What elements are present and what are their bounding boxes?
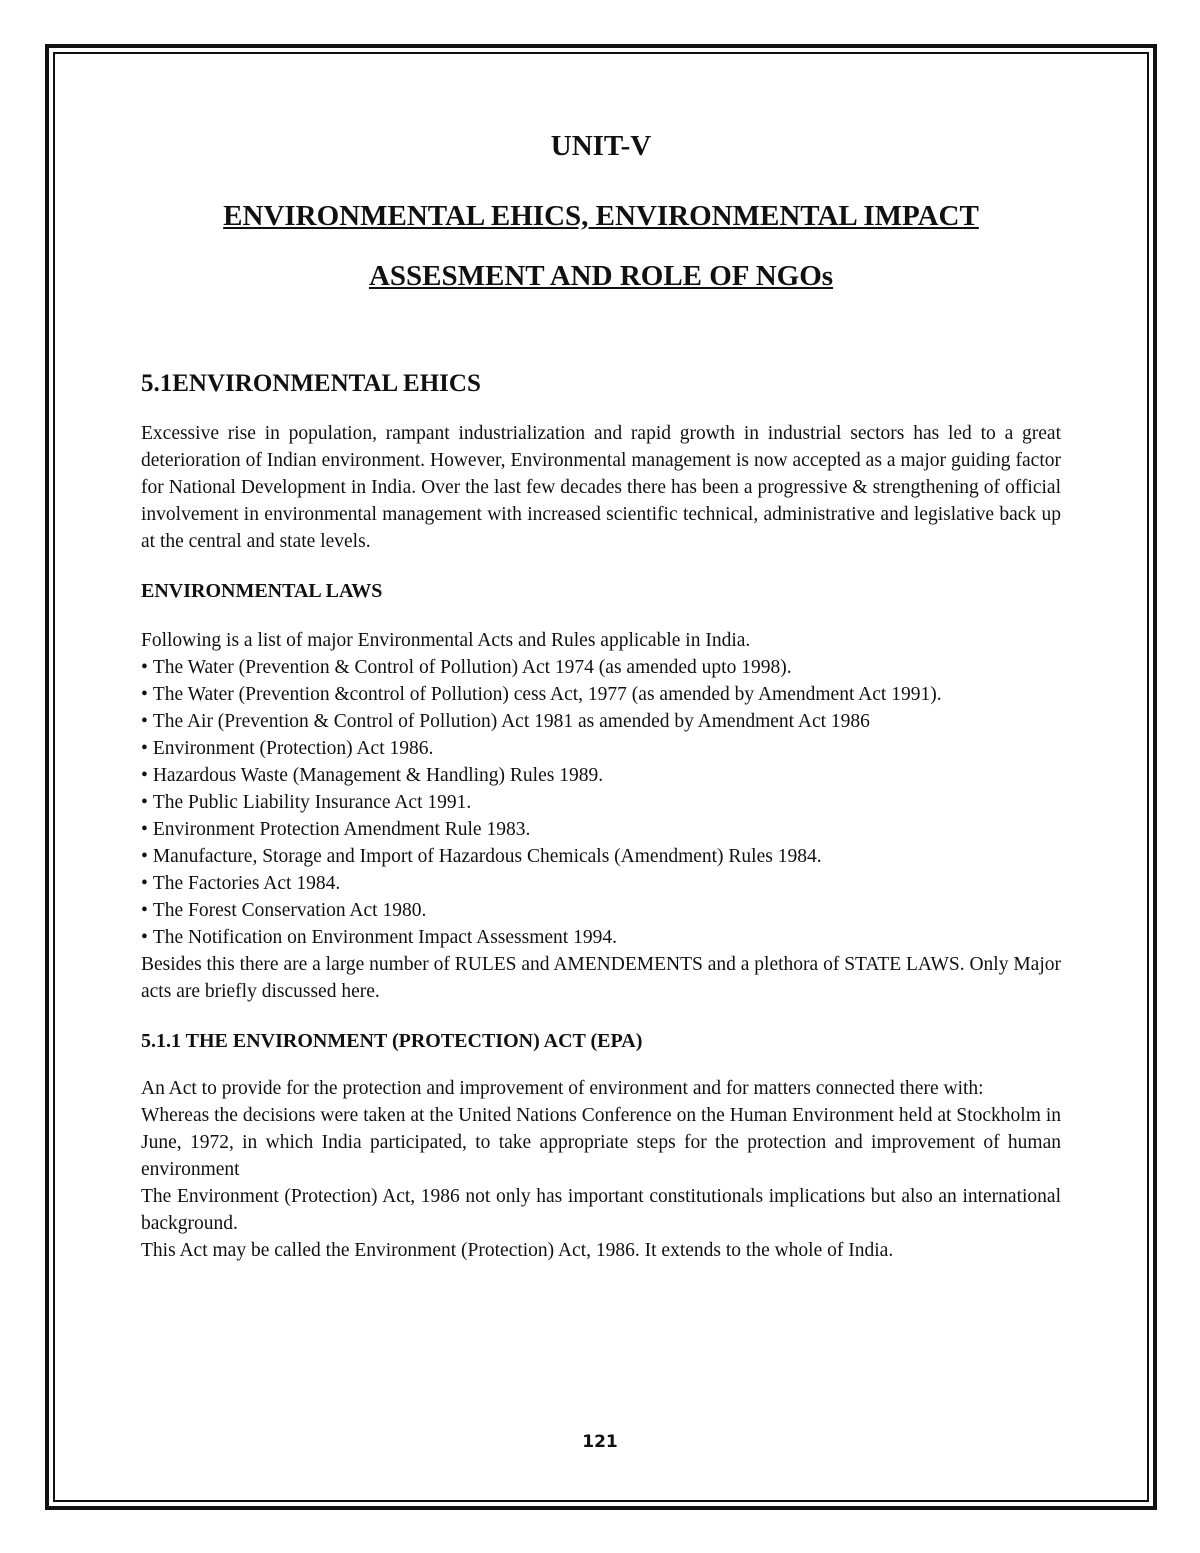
list-item (141, 924, 1061, 951)
list-item (141, 897, 1061, 924)
laws-list (141, 654, 1061, 951)
epa-paragraph: This Act may be called the Environment (Protection) Act, 1986. It extends to the whole of India. (141, 1240, 894, 1261)
law-text: The Notification on Environment Impact Assessment 1994. (152, 927, 617, 948)
list-item (141, 654, 1061, 681)
list-item (141, 816, 1061, 843)
bullet-icon: • (141, 819, 148, 840)
list-item (141, 735, 1061, 762)
epa-body (141, 1075, 1061, 1264)
bullet-icon: • (141, 738, 148, 759)
law-text: Manufacture, Storage and Import of Hazardous Chemicals (Amendment) Rules 1984. (152, 846, 822, 867)
law-text: Environment Protection Amendment Rule 1983. (152, 819, 531, 840)
laws-heading: ENVIRONMENTAL LAWS (141, 580, 383, 602)
bullet-icon: • (141, 711, 148, 732)
law-text: Environment (Protection) Act 1986. (152, 738, 434, 759)
bullet-icon: • (141, 846, 148, 867)
law-text: The Public Liability Insurance Act 1991. (152, 792, 472, 813)
laws-intro: Following is a list of major Environmental Acts and Rules applicable in India. (141, 630, 751, 651)
bullet-icon: • (141, 684, 148, 705)
main-title-line-2: ASSESMENT AND ROLE OF NGOs (368, 260, 834, 292)
section-heading: 5.1ENVIRONMENTAL EHICS (141, 370, 481, 397)
list-item (141, 843, 1061, 870)
bullet-icon: • (141, 900, 148, 921)
intro-paragraph: Excessive rise in population, rampant industrialization and rapid growth in industrial sectors has led to a great deterioration of Indian environment. However, Environmental management is now accepted as a major guiding factor for National Development in India. Over the last few decades there has been a progressive & strengthening of official involvement in environmental management with increased scientific technical, administrative and legislative back up at the central and state levels. (141, 423, 1061, 552)
page-content (141, 122, 1061, 1264)
bullet-icon: • (141, 657, 148, 678)
unit-title: UNIT-V (550, 130, 652, 162)
main-title (141, 186, 1061, 306)
page-number: 121 (582, 1432, 618, 1452)
law-text: The Factories Act 1984. (152, 873, 341, 894)
epa-paragraph: An Act to provide for the protection and improvement of environment and for matters connected there with: (141, 1078, 984, 1099)
bullet-icon: • (141, 873, 148, 894)
laws-closing: Besides this there are a large number of RULES and AMENDEMENTS and a plethora of STATE LAWS. Only Major acts are briefly discussed here. (141, 954, 1061, 1002)
law-text: Hazardous Waste (Management & Handling) Rules 1989. (152, 765, 604, 786)
bullet-icon: • (141, 792, 148, 813)
epa-heading: 5.1.1 THE ENVIRONMENT (PROTECTION) ACT (EPA) (141, 1030, 643, 1052)
main-title-line-1: ENVIRONMENTAL EHICS, ENVIRONMENTAL IMPACT (223, 200, 979, 232)
list-item (141, 762, 1061, 789)
bullet-icon: • (141, 765, 148, 786)
law-text: The Water (Prevention &control of Pollution) cess Act, 1977 (as amended by Amendment Act 1991). (152, 684, 942, 705)
law-text: The Forest Conservation Act 1980. (152, 900, 427, 921)
law-text: The Air (Prevention & Control of Pollution) Act 1981 as amended by Amendment Act 1986 (152, 711, 870, 732)
list-item (141, 789, 1061, 816)
epa-paragraph: The Environment (Protection) Act, 1986 not only has important constitutionals implications but also an international background. (141, 1186, 1061, 1234)
law-text: The Water (Prevention & Control of Pollution) Act 1974 (as amended upto 1998). (152, 657, 792, 678)
list-item (141, 870, 1061, 897)
bullet-icon: • (141, 927, 148, 948)
epa-paragraph: Whereas the decisions were taken at the United Nations Conference on the Human Environment held at Stockholm in June, 1972, in which India participated, to take appropriate steps for the protection and improvement of human environment (141, 1105, 1061, 1180)
list-item (141, 708, 1061, 735)
list-item (141, 681, 1061, 708)
